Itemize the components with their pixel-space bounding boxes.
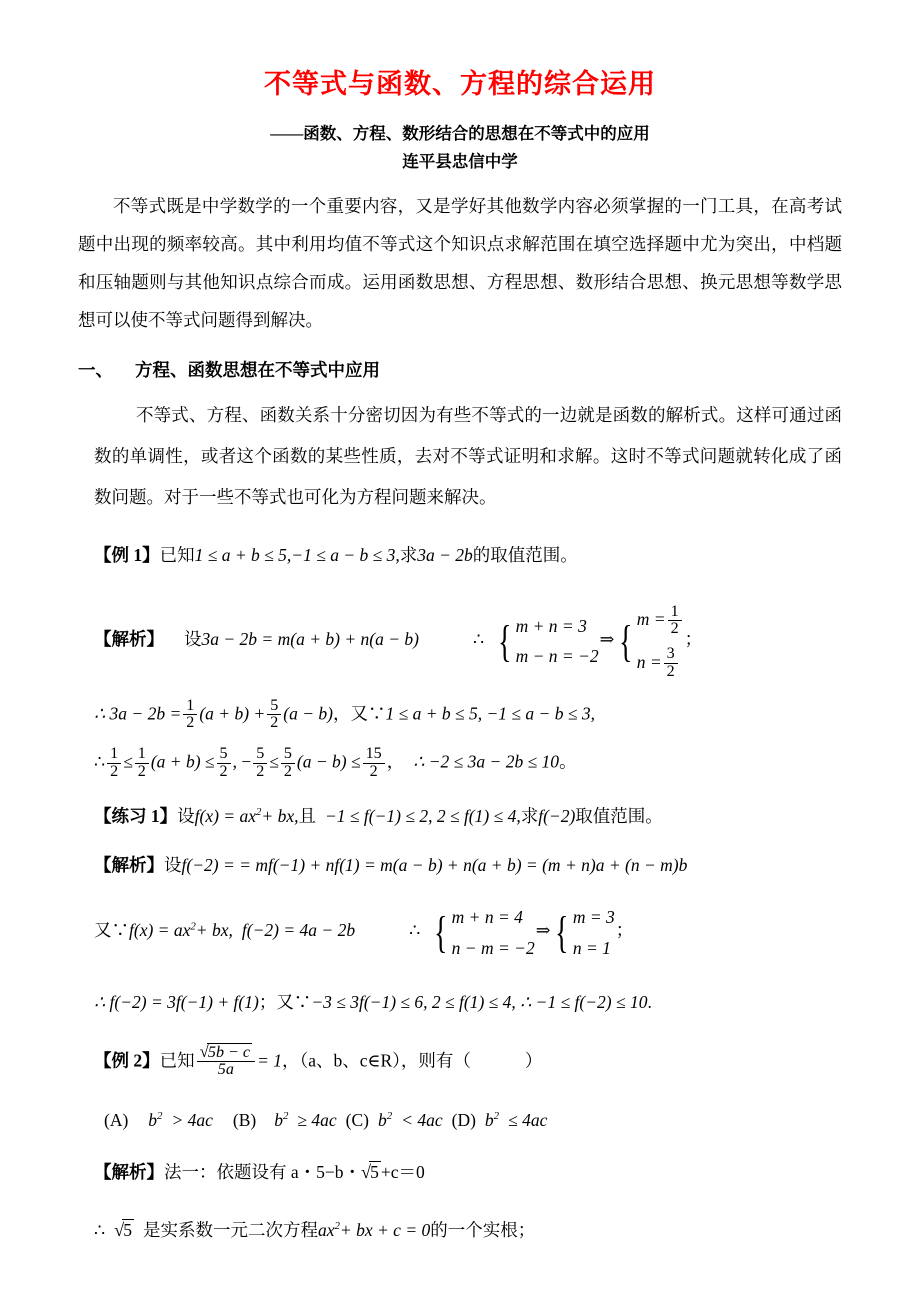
practice-1-set-word: 设 xyxy=(177,805,195,826)
option-a-var: b xyxy=(148,1109,158,1130)
solution-2-n-value: n = 1 xyxy=(572,937,611,958)
example-2-label: 【例 2】 xyxy=(94,1050,160,1070)
document-author: 连平县忠信中学 xyxy=(402,151,518,171)
solution-3-label: 【解析】 xyxy=(94,1161,164,1182)
example-2-close-paren: ） xyxy=(524,1050,543,1070)
practice-1-label: 【练习 1】 xyxy=(94,805,178,826)
option-a[interactable] xyxy=(104,1110,213,1130)
solution-3-equation: ax xyxy=(317,1219,335,1240)
solution-3-text-1: 依题设有 a・5−b・ xyxy=(216,1161,362,1182)
practice-1-and: 且 xyxy=(298,805,316,826)
example-2-lead: 已知 xyxy=(159,1050,195,1070)
solution-2-again: 又∵ xyxy=(94,920,129,941)
option-b-relation: ≥ 4ac xyxy=(297,1109,337,1130)
solution-2-line3-condition: −3 ≤ 3f(−1) ≤ 6, 2 ≤ f(1) ≤ 4, ∴ −1 ≤ f(−2) ≤ 10 xyxy=(311,991,648,1012)
option-b-key: (B) xyxy=(232,1109,257,1130)
solution-3-middle-text: 是实系数一元二次方程 xyxy=(142,1219,318,1240)
example-2-then: 则有（ xyxy=(418,1050,471,1070)
solution-3-text-2: +c＝0 xyxy=(380,1161,425,1182)
section-number: 一、 xyxy=(78,359,113,380)
fraction-e: $\frac{5}{2}$ xyxy=(281,746,295,780)
solution-2-line3-period: . xyxy=(647,991,652,1012)
example-1-tail: 的取值范围。 xyxy=(472,544,578,565)
practice-1-function: f(x) = ax xyxy=(194,805,256,826)
fraction-m: $\frac{1}{2}$ xyxy=(668,604,682,638)
option-c-var: b xyxy=(378,1109,387,1130)
solution-2-set-word: 设 xyxy=(164,855,182,876)
solution-1-line2-again: 又∵ xyxy=(350,703,386,724)
fraction-five-halves: $\frac{5}{2}$ xyxy=(267,698,281,732)
solution-3-end-text: 的一个实根； xyxy=(430,1219,536,1240)
solution-2-function: f(x) = ax xyxy=(129,920,191,941)
example-2-domain: （a、b、c∈R）， xyxy=(299,1050,419,1070)
fraction-half: $\frac{1}{2}$ xyxy=(183,698,197,732)
example-2-comma: ， xyxy=(282,1050,300,1070)
option-c-key: (C) xyxy=(345,1109,369,1130)
solution-2-label: 【解析】 xyxy=(94,855,164,876)
solution-3-therefore: ∴ xyxy=(94,1219,106,1240)
solution-1-line2-condition: 1 ≤ a + b ≤ 5, −1 ≤ a − b ≤ 3, xyxy=(385,703,595,724)
solution-2-system xyxy=(430,902,535,962)
solution-2-m-value: m = 3 xyxy=(572,907,615,928)
practice-1-power: 2 xyxy=(256,805,262,818)
brace-left-icon: { xyxy=(619,615,633,666)
sqrt-icon: √5 xyxy=(361,1161,379,1182)
solution-2-line-1 xyxy=(78,830,842,880)
example-1-condition-2: −1 ≤ a − b ≤ 3, xyxy=(291,544,400,565)
solution-3-line-2 xyxy=(78,1187,842,1245)
option-d[interactable] xyxy=(452,1110,548,1130)
solution-1-eq-2: m − n = −2 xyxy=(515,645,599,666)
solution-1-line3-comma: ， xyxy=(386,751,405,772)
fraction-f: $\frac{15}{2}$ xyxy=(363,746,385,780)
option-d-power: 2 xyxy=(493,1110,500,1123)
example-2-statement xyxy=(78,1017,842,1079)
solution-1-line3-le: ≤ xyxy=(123,751,133,772)
solution-2-line3-again: 又∵ xyxy=(276,991,312,1012)
fraction-c: $\frac{5}{2}$ xyxy=(217,746,231,780)
solution-1-line2-term-2: (a − b) xyxy=(283,703,333,724)
solution-1-line3-conclusion: ∴ −2 ≤ 3a − 2b ≤ 10 xyxy=(413,751,560,772)
example-1-label: 【例 1】 xyxy=(94,544,160,565)
solution-2-function-tail: + bx, xyxy=(195,920,233,941)
fraction-d: $\frac{5}{2}$ xyxy=(253,746,267,780)
solution-1-system xyxy=(494,611,599,671)
solution-3-equation-tail: + bx + c = 0 xyxy=(339,1219,431,1240)
solution-2-eq-1: m + n = 4 xyxy=(451,907,523,928)
example-1-condition-1: 1 ≤ a + b ≤ 5, xyxy=(194,544,292,565)
solution-2-therefore: ∴ xyxy=(409,920,421,941)
practice-1-tail: 取值范围。 xyxy=(575,805,663,826)
option-c[interactable] xyxy=(346,1110,443,1130)
solution-1-line3-term-2: , − xyxy=(232,751,252,772)
option-a-power: 2 xyxy=(157,1110,163,1123)
practice-1-target: f(−2) xyxy=(538,805,576,826)
solution-1-line3-period: 。 xyxy=(559,751,577,772)
solution-1-line3-prefix: ∴ xyxy=(94,751,106,772)
solution-2-eq-2: n − m = −2 xyxy=(451,937,535,958)
section-title: 方程、函数思想在不等式中应用 xyxy=(135,359,380,380)
solution-1-identity: 3a − 2b = m(a + b) + n(a − b) xyxy=(201,628,419,649)
practice-1-statement xyxy=(78,781,842,831)
sqrt-icon: √5b − c xyxy=(199,1041,251,1061)
document-subtitle: ——函数、方程、数形结合的思想在不等式中的应用 xyxy=(270,124,650,144)
example-1-lead: 已知 xyxy=(159,544,195,565)
solution-1-line2-term-1: (a + b) + xyxy=(199,703,266,724)
solution-2-line3-semicolon: ； xyxy=(258,991,277,1012)
example-2-options xyxy=(78,1079,842,1135)
solution-1-line-3 xyxy=(78,732,842,780)
section-paragraph-1: 不等式、方程、函数关系十分密切因为有些不等式的一边就是函数的解析式。这样可通过函数的单调性，或者这个函数的某些性质，去对不等式证明和求解。这时不等式问题就转化成了函数问题。对于一些不等式也可化为方程问题来解决。 xyxy=(94,404,842,507)
solution-1-result-system xyxy=(615,598,683,684)
option-b-power: 2 xyxy=(283,1110,289,1123)
fraction-b: $\frac{1}{2}$ xyxy=(135,746,149,780)
practice-1-ask: 求 xyxy=(520,805,539,826)
solution-1-line3-term-1: (a + b) ≤ xyxy=(150,751,215,772)
solution-1-line3-term-4: (a − b) ≤ xyxy=(296,751,361,772)
solution-1-line-1 xyxy=(78,570,842,684)
example-1-statement xyxy=(78,518,842,570)
brace-left-icon: { xyxy=(555,907,569,958)
solution-1-semicolon: ； xyxy=(684,628,703,649)
brace-left-icon: { xyxy=(498,615,512,666)
intro-paragraph: 不等式既是中学数学的一个重要内容，又是学好其他数学内容必须掌握的一门工具，在高考试题中出现的频率较高。其中利用均值不等式这个知识点求解范围在填空选择题中尤为突出，中档题和压轴题则与其他知识点综合而成。运用函数思想、方程思想、数形结合思想、换元思想等数学思想可以使不等式问题得到解决。 xyxy=(78,195,842,330)
page-title: 不等式与函数、方程的综合运用 xyxy=(264,69,656,99)
option-b[interactable] xyxy=(233,1110,337,1130)
solution-1-set-word: 设 xyxy=(184,628,202,649)
solution-2-line-3 xyxy=(78,963,842,1017)
example-1-target: 3a − 2b xyxy=(417,544,473,565)
solution-1-line3-term-3: ≤ xyxy=(269,751,279,772)
section-heading-1 xyxy=(78,339,842,389)
solution-3-method: 法一： xyxy=(164,1161,217,1182)
solution-2-f-minus-2: f(−2) = 4a − 2b xyxy=(241,920,356,941)
sqrt-icon: √5 xyxy=(114,1219,132,1240)
practice-1-condition: −1 ≤ f(−1) ≤ 2, 2 ≤ f(1) ≤ 4, xyxy=(325,805,521,826)
option-a-key: (A) xyxy=(104,1109,129,1130)
example-2-fraction: $\frac{√5b - c}{5a}$ xyxy=(197,1043,255,1079)
solution-1-eq-1: m + n = 3 xyxy=(515,615,587,636)
example-1-ask: 求 xyxy=(399,544,418,565)
solution-2-result-system xyxy=(551,902,614,962)
solution-2-identity: f(−2) = = mf(−1) + nf(1) = m(a − b) + n(a + b) = (m + n)a + (n − m)b xyxy=(181,855,688,876)
solution-1-label: 【解析】 xyxy=(94,628,164,649)
brace-left-icon: { xyxy=(434,907,448,958)
solution-1-therefore: ∴ xyxy=(473,628,485,649)
option-d-var: b xyxy=(484,1109,494,1130)
solution-1-line2-comma: ， xyxy=(332,703,351,724)
solution-2-conclusion-a: ∴ f(−2) = 3f(−1) + f(1) xyxy=(94,991,259,1012)
solution-2-implies: ⇒ xyxy=(535,920,551,941)
option-d-relation: ≤ 4ac xyxy=(508,1109,548,1130)
solution-2-power: 2 xyxy=(190,920,196,933)
solution-1-implies: ⇒ xyxy=(599,628,615,649)
practice-1-function-tail: + bx, xyxy=(261,805,299,826)
option-a-relation: > 4ac xyxy=(171,1109,213,1130)
solution-1-m-var: m = xyxy=(636,608,666,629)
option-d-key: (D) xyxy=(451,1109,476,1130)
option-c-relation: < 4ac xyxy=(401,1109,443,1130)
option-b-var: b xyxy=(274,1109,283,1130)
fraction-a: $\frac{1}{2}$ xyxy=(107,746,121,780)
example-2-equals: = 1 xyxy=(257,1050,282,1070)
solution-2-line-2 xyxy=(78,880,842,962)
solution-3-power: 2 xyxy=(334,1219,340,1232)
option-c-power: 2 xyxy=(386,1110,393,1123)
solution-3-line-1 xyxy=(78,1135,842,1187)
solution-1-line-2 xyxy=(78,684,842,732)
solution-2-semicolon: ； xyxy=(615,920,634,941)
solution-1-line2-prefix: ∴ 3a − 2b = xyxy=(94,703,182,724)
solution-1-n-var: n = xyxy=(636,651,662,672)
fraction-n: $\frac{3}{2}$ xyxy=(664,646,678,680)
